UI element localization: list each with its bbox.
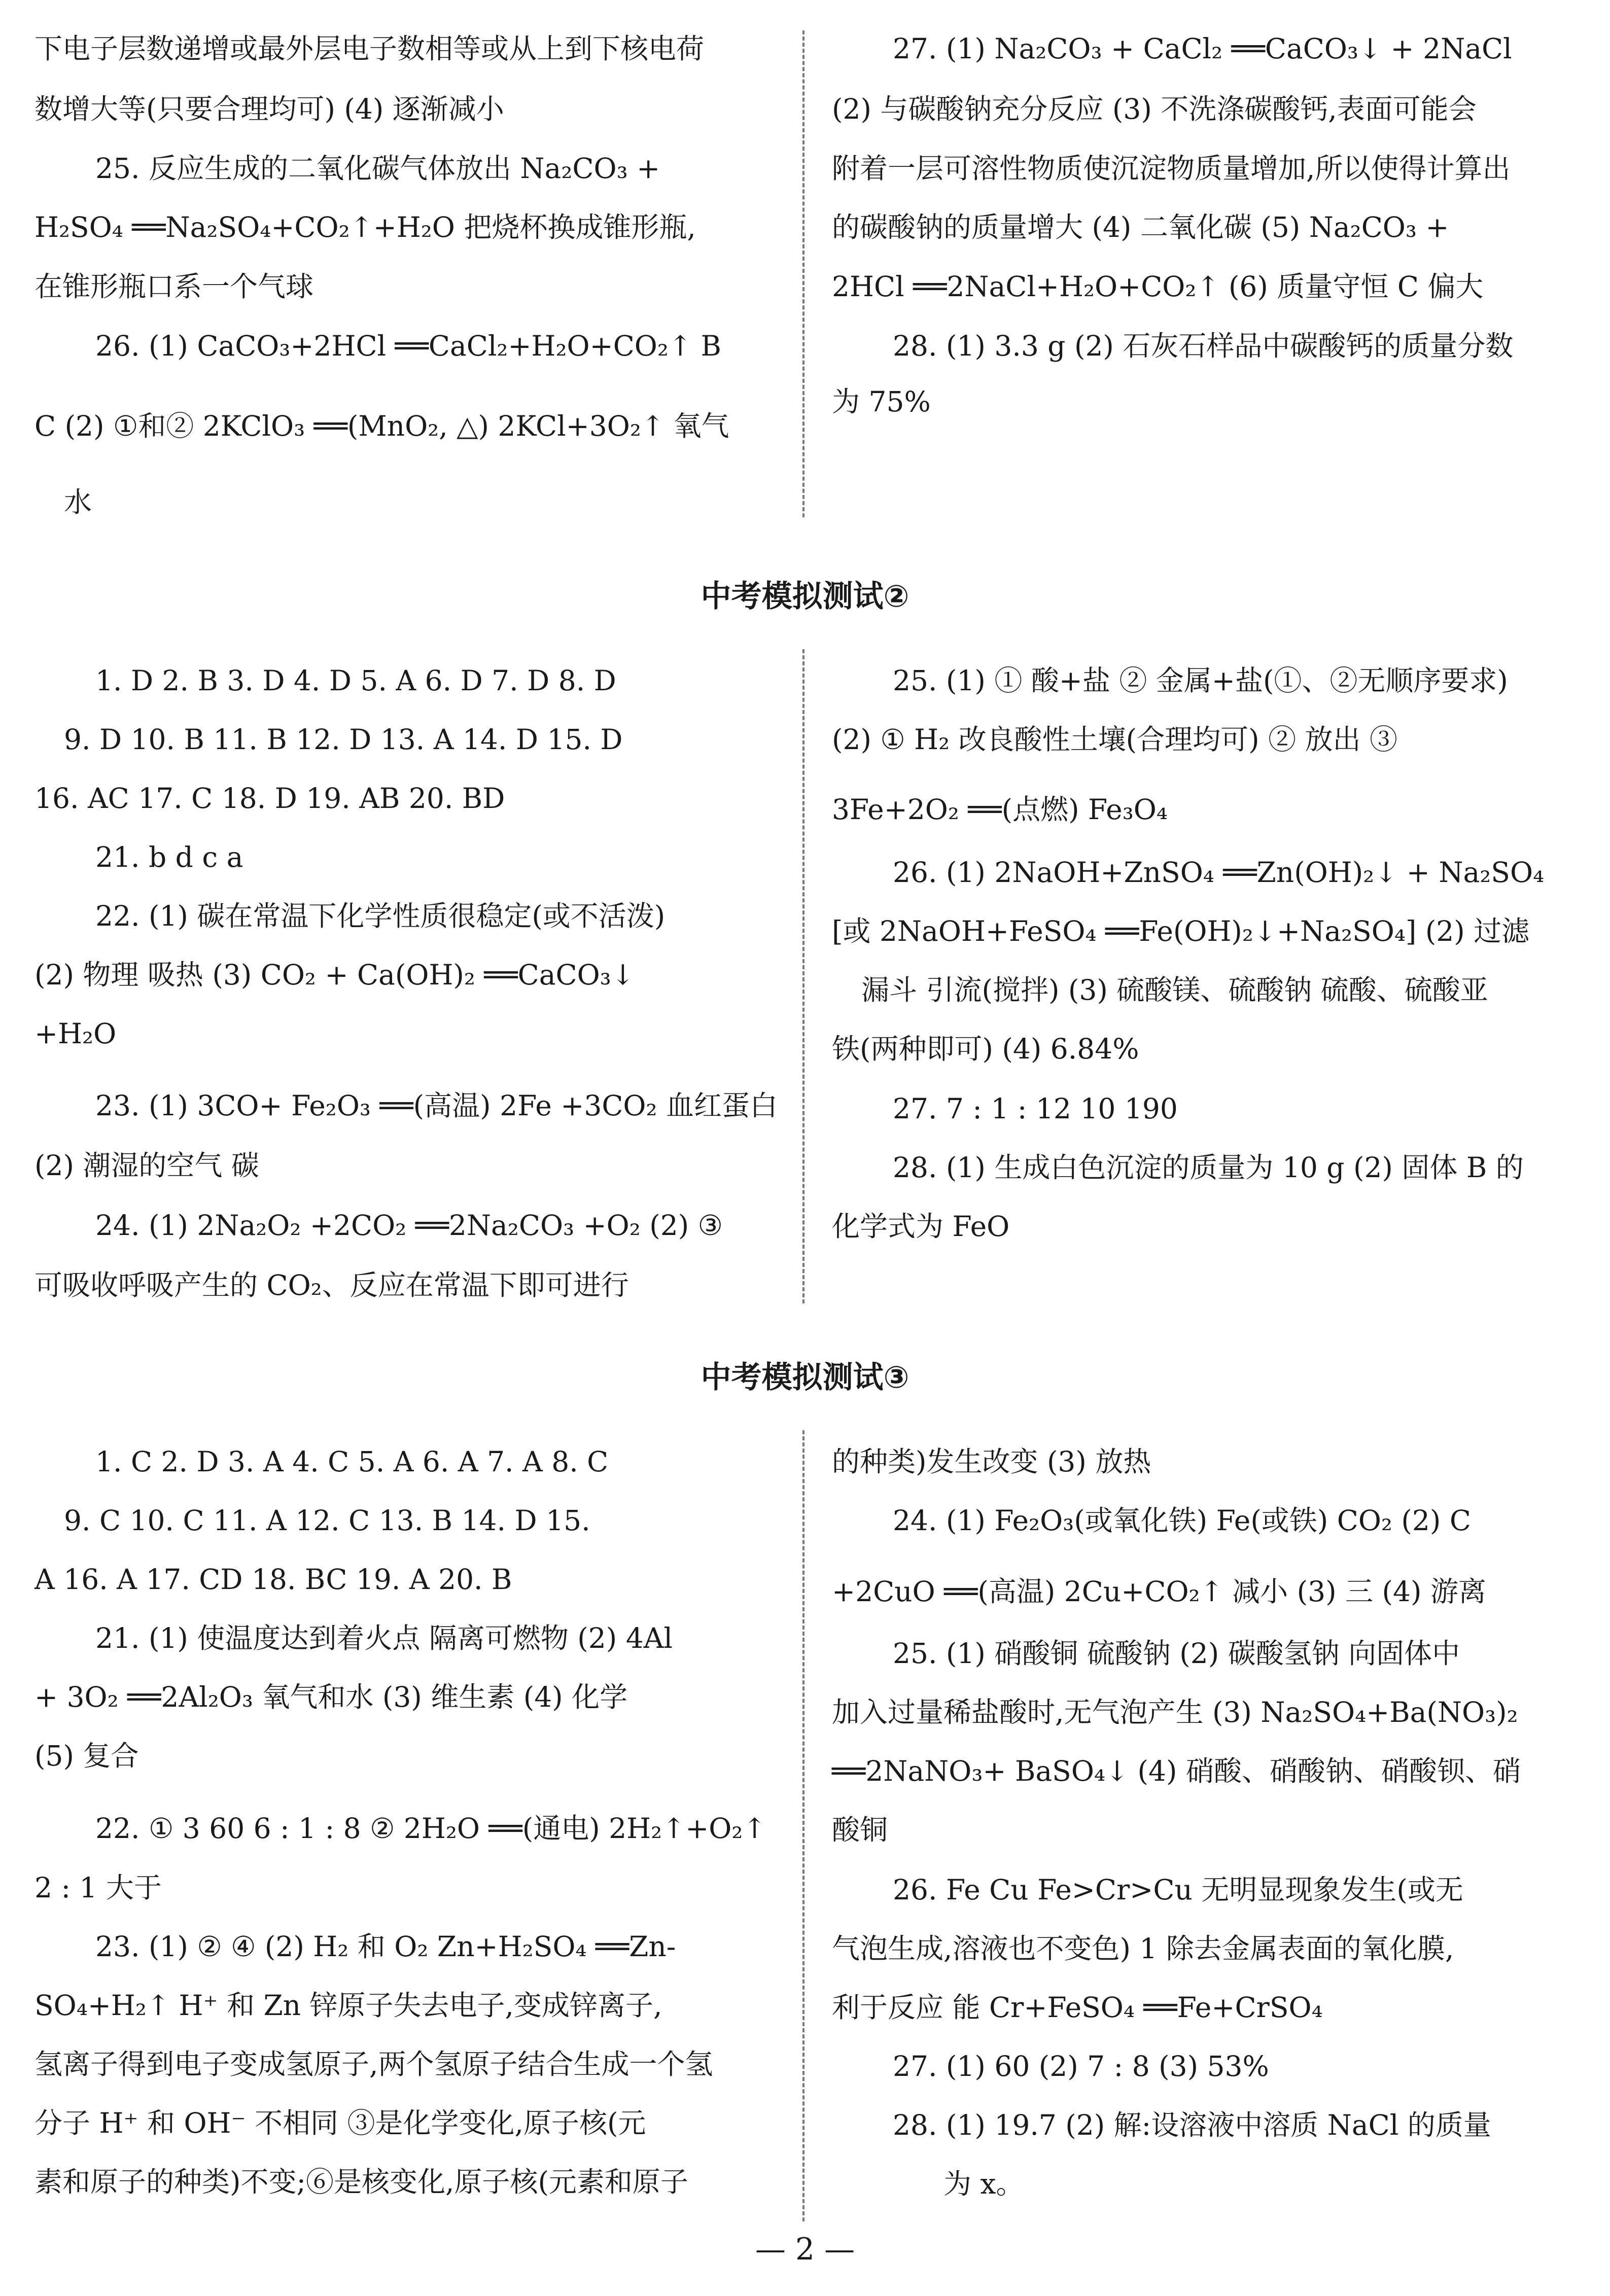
page-number: — 2 —: [755, 2232, 855, 2267]
column-divider: [802, 30, 804, 517]
section-title: 中考模拟测试②: [701, 579, 909, 614]
column-divider: [802, 649, 804, 1303]
section-title: 中考模拟测试③: [701, 1360, 909, 1395]
section-3: 1. C 2. D 3. A 4. C 5. A 6. A 7. A 8. C 9. C 10. C 11. A 12. C 13. B 14. D 15. A 16. A 17. CD 18. BC 19. A 20. B 21. (1) 使温度达到着火点 隔离可燃物 (2) 4Al + 3O₂ ══2Al₂O₃ 氧气和水 (3) 维生素 (4) 化学 (5) 复合 22. ① 3 60 6 : 1 : 8 ② 2H₂O ══(通电) 2H₂↑+O₂↑ 2 : 1 大于 23. (1) ② ④ (2) H₂ 和 O₂ Zn+H₂SO₄ ══Zn- SO₄+H₂↑ H⁺ 和 Zn 锌原子失去电子,变成锌离子, 氢离子得到电子变成氢原子,两个氢原子结合生成一个氢 分子 H⁺ 和 OH⁻ 不相同 ③是化学变化,原子核(元 素和原子的种类)不变;⑥是核变化,原子核(元素和原子 的种类)发生改变 (3) 放热 24. (1) Fe₂O₃(或氧化铁) Fe(或铁) CO₂ (2) C +2CuO ══(高温) 2Cu+CO₂↑ 减小 (3) 三 (4) 游离 25. (1) 硝酸铜 硫酸钠 (2) 碳酸氢钠 向固体中 加入过量稀盐酸时,无气泡产生 (3) Na₂SO₄+Ba(NO₃)₂ ══2NaNO₃+ BaSO₄↓ (4) 硝酸、硝酸钠、硝酸钡、硝 酸铜 26. Fe Cu Fe>Cr>Cu 无明显现象发生(或无 气泡生成,溶液也不变色) 1 除去金属表面的氧化膜, 利于反应 能 Cr+FeSO₄ ══Fe+CrSO₄ 27. (1) 60 (2) 7 : 8 (3) 53% 28. (1) 19.7 (2) 解:设溶液中溶质 NaCl 的质量 为 x。: [0, 1430, 1610, 2221]
section-2: 1. D 2. B 3. D 4. D 5. A 6. D 7. D 8. D 9. D 10. B 11. B 12. D 13. A 14. D 15. D 16. AC 17. C 18. D 19. AB 20. BD 21. b d c a 22. (1) 碳在常温下化学性质很稳定(或不活泼) (2) 物理 吸热 (3) CO₂ + Ca(OH)₂ ══CaCO₃↓ +H₂O 23. (1) 3CO+ Fe₂O₃ ══(高温) 2Fe +3CO₂ 血红蛋白 (2) 潮湿的空气 碳 24. (1) 2Na₂O₂ +2CO₂ ══2Na₂CO₃ +O₂ (2) ③ 可吸收呼吸产生的 CO₂、反应在常温下即可进行 25. (1) ① 酸+盐 ② 金属+盐(①、②无顺序要求) (2) ① H₂ 改良酸性土壤(合理均可) ② 放出 ③ 3Fe+2O₂ ══(点燃) Fe₃O₄ 26. (1) 2NaOH+ZnSO₄ ══Zn(OH)₂↓ + Na₂SO₄ [或 2NaOH+FeSO₄ ══Fe(OH)₂↓+Na₂SO₄] (2) 过滤 漏斗 引流(搅拌) (3) 硫酸镁、硫酸钠 硫酸、硫酸亚 铁(两种即可) (4) 6.84% 27. 7 : 1 : 12 10 190 28. (1) 生成白色沉淀的质量为 10 g (2) 固体 B 的 化学式为 FeO: [0, 649, 1610, 1309]
section-continued: 下电子层数递增或最外层电子数相等或从上到下核电荷 数增大等(只要合理均可) (4) 逐渐减小 25. 反应生成的二氧化碳气体放出 Na₂CO₃ + H₂SO₄ ══Na₂SO₄+CO₂↑+H₂O 把烧杯换成锥形瓶, 在锥形瓶口系一个气球 26. (1) CaCO₃+2HCl ══CaCl₂+H₂O+CO₂↑ B C (2) ①和② 2KClO₃ ══(MnO₂, △) 2KCl+3O₂↑ 氧气 水 27. (1) Na₂CO₃ + CaCl₂ ══CaCO₃↓ + 2NaCl (2) 与碳酸钠充分反应 (3) 不洗涤碳酸钙,表面可能会 附着一层可溶性物质使沉淀物质量增加,所以使得计算出 的碳酸钠的质量增大 (4) 二氧化碳 (5) Na₂CO₃ + 2HCl ══2NaCl+H₂O+CO₂↑ (6) 质量守恒 C 偏大 28. (1) 3.3 g (2) 石灰石样品中碳酸钙的质量分数 为 75%: [0, 0, 1610, 512]
column-divider: [802, 1430, 804, 2221]
